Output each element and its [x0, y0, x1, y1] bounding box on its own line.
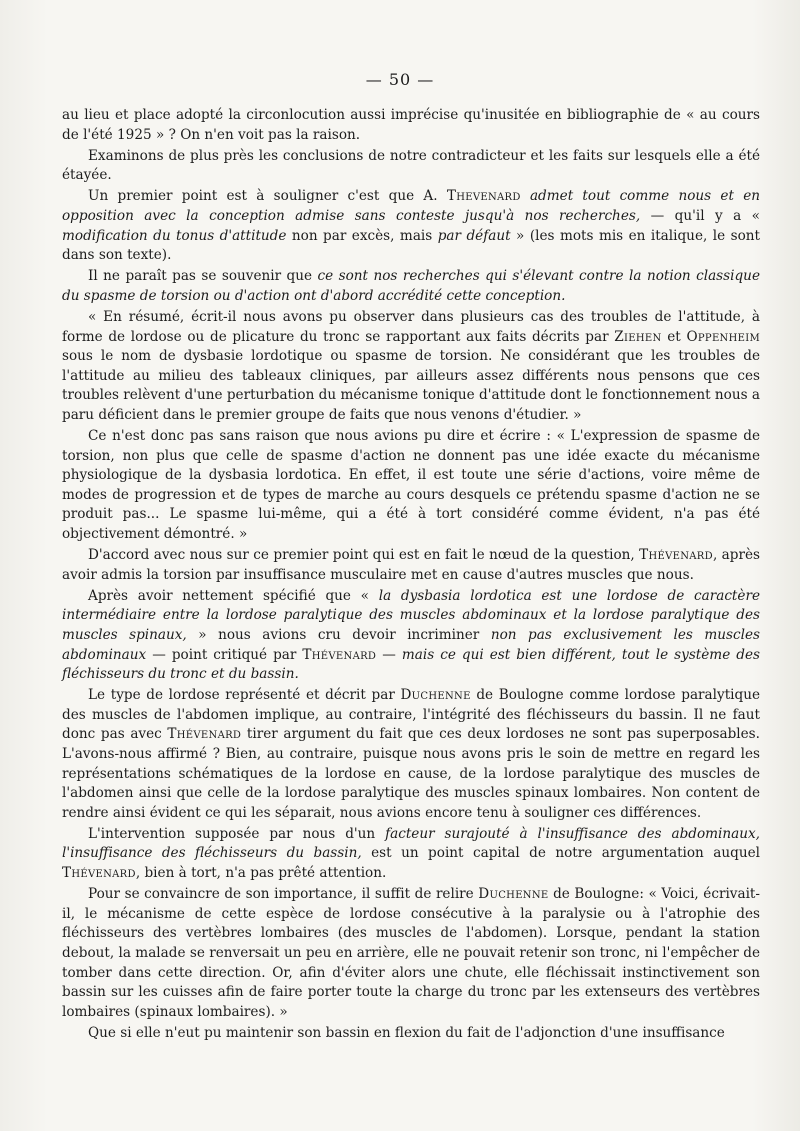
- text-run: au lieu et place adopté la circonlocution aussi imprécise qu'inusitée en bibliographie de « au cours de l'été 1925 » ? On n'en voit pas la raison.: [62, 107, 760, 143]
- text-run: sous le nom de dysbasie lordotique ou spasme de torsion. Ne considérant que les troubles de l'attitude au milieu des tableaux cliniques, par ailleurs assez différents nous pensons que ces troubles relèvent d'une perturbation du mécanisme tonique d'attitude dont le fonctionnement nous a paru déficient dans le premier groupe de faits que nous venons d'étudier. »: [62, 348, 760, 423]
- italic-text: modification du tonus d'attitude: [62, 227, 287, 244]
- italic-text: la dysbasia lordotica est une lordose de caractère intermédiaire entre la lordose paralytique des muscles abdominaux et la lordose paralytique des muscles spinaux,: [62, 587, 760, 643]
- italic-text: admet tout comme nous et en opposition avec la conception admise sans conteste jusqu'à nos recherches,: [62, 188, 760, 224]
- text-run: Un premier point est à souligner c'est que A.: [88, 188, 447, 205]
- paragraph: [62, 267, 760, 306]
- author-name: Duchenne: [478, 886, 549, 903]
- text-run: , après avoir admis la torsion par insuffisance musculaire met en cause d'autres muscles que nous.: [62, 547, 761, 583]
- paragraph: [62, 147, 760, 186]
- paragraph: [62, 686, 760, 823]
- text-run: Le type de lordose représenté et décrit par: [88, 687, 401, 704]
- text-run: Il ne paraît pas se souvenir que: [88, 268, 318, 285]
- author-name: Duchenne: [400, 687, 471, 704]
- text-run: tirer argument du fait que ces deux lordoses ne sont pas superposables. L'avons-nous affirmé ? Bien, au contraire, puisque nous avons pris le soin de mettre en regard les représentations schématiques de la lordose en cause, de la lordose paralytique des muscles de l'abdomen ainsi que celle de la lordose paralytique des muscles spinaux lombaires. Non content de rendre ainsi évident ce qui les séparait, nous avions encore tenu à souligner ces différences.: [62, 726, 760, 821]
- text-run: est un point capital de notre argumentation auquel: [361, 845, 760, 862]
- text-run: de Boulogne: « Voici, écrivait-il, le mécanisme de cette espèce de lordose consécutive à la paralysie ou à l'atrophie des fléchisseurs des vertèbres lombaires (des muscles de l'abdomen). Lorsque, pendant la station debout, la malade se renversait un peu en arrière, elle ne pouvait retenir son tronc, ni l'empêcher de tomber dans cette direction. Or, afin d'éviter alors une chute, elle fléchissait instinctivement son bassin sur les cuisses afin de faire porter toute la charge du tronc par les extenseurs des vertèbres lombaires (spinaux lombaires). »: [62, 886, 760, 1020]
- italic-text: mais ce qui est bien différent, tout le système des fléchisseurs du tronc et du bassin.: [62, 646, 760, 683]
- text-run: — qu'il y a «: [640, 207, 760, 224]
- text-run: » (les mots mis en italique, le sont dans son texte).: [62, 227, 760, 264]
- author-name: Thévenard: [62, 865, 136, 882]
- paragraph: [62, 308, 760, 426]
- author-name: Oppenheim: [686, 328, 760, 345]
- author-name: Thévenard: [167, 726, 242, 743]
- paragraph: [62, 587, 760, 685]
- text-run: [521, 188, 530, 204]
- author-name: Ziehen: [614, 328, 662, 345]
- text-run: , bien à tort, n'a pas prêté attention.: [135, 865, 387, 882]
- paragraph: [62, 427, 760, 545]
- text-run: L'intervention supposée par nous d'un: [88, 825, 386, 842]
- italic-text: ce sont nos recherches qui s'élevant contre la notion classique du spasme de torsion ou d'action ont d'abord accrédité cette conception.: [62, 268, 760, 304]
- text-run: Ce n'est donc pas sans raison que nous avions pu dire et écrire : « L'expression de spasme de torsion, non plus que celle de spasme d'action ne donnent pas une idée exacte du mécanisme physiologique de la dysbasia lordotica. En effet, il est toute une série d'actions, voire même de modes de progression et de types de marche au cours desquels ce prétendu spasme d'action ne se produit pas... Le spasme lui-même, qui a été à tort considéré comme évident, n'a pas été objectivement démontré. »: [62, 428, 760, 542]
- italic-text: non pas exclusivement les muscles abdominaux: [62, 626, 760, 663]
- text-run: non par excès, mais: [286, 227, 438, 244]
- body-text: [62, 106, 760, 1045]
- text-run: —: [376, 646, 402, 663]
- text-run: « En résumé, écrit-il nous avons pu observer dans plusieurs cas des troubles de l'attitude, à forme de lordose ou de plicature du tronc se rapportant aux faits décrits par: [62, 308, 760, 345]
- italic-text: par défaut: [437, 227, 511, 244]
- text-run: — point critiqué par: [146, 646, 303, 663]
- text-run: » nous avions cru devoir incriminer: [186, 626, 491, 643]
- paragraph: [62, 106, 760, 145]
- page-number: — 50 —: [365, 70, 435, 89]
- paragraph: [62, 1024, 760, 1044]
- text-run: de Boulogne comme lordose paralytique des muscles de l'abdomen implique, au contraire, l'intégrité des fléchisseurs du bassin. Il ne faut donc pas avec: [62, 687, 761, 743]
- paragraph: [62, 546, 760, 585]
- author-name: Thévenard: [639, 547, 713, 564]
- text-run: Après avoir nettement spécifié que «: [88, 587, 379, 604]
- text-run: Examinons de plus près les conclusions de notre contradicteur et les faits sur lesquels elle a été étayée.: [62, 147, 760, 184]
- text-run: D'accord avec nous sur ce premier point qui est en fait le nœud de la question,: [88, 547, 640, 564]
- paragraph: [62, 825, 760, 884]
- italic-text: facteur surajouté à l'insuffisance des abdominaux, l'insuffisance des fléchisseurs du bassin,: [62, 825, 760, 862]
- text-run: et: [661, 328, 687, 345]
- author-name: Thévenard: [302, 646, 377, 663]
- paragraph: [62, 187, 760, 265]
- paragraph: [62, 885, 760, 1022]
- text-run: Pour se convaincre de son importance, il suffit de relire: [88, 886, 479, 903]
- author-name: Thevenard: [446, 188, 521, 205]
- text-run: Que si elle n'eut pu maintenir son bassin en flexion du fait de l'adjonction d'une insuffisance: [88, 1024, 725, 1041]
